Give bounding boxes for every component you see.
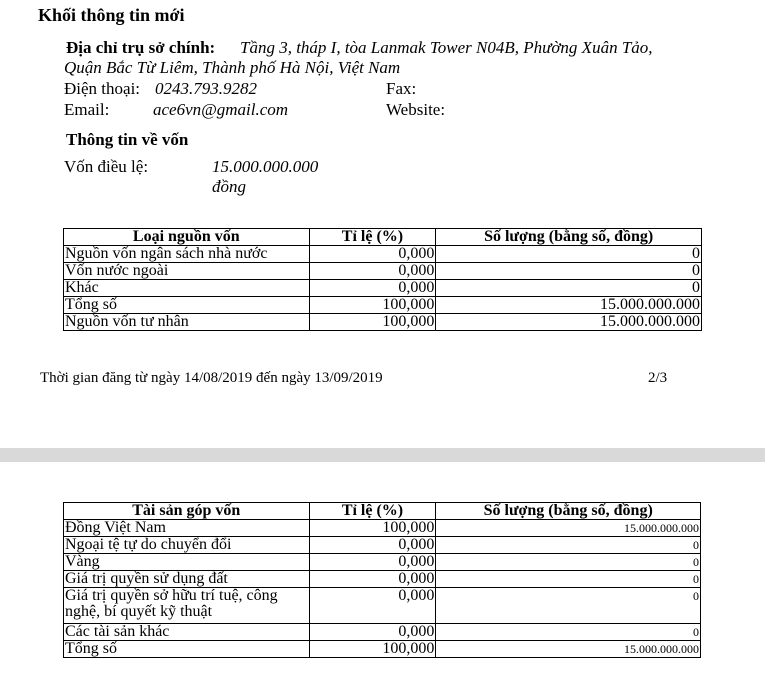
table-row (64, 537, 701, 554)
charter-capital-value: 15.000.000.000 (212, 157, 319, 176)
phone-label: Điện thoại: (64, 79, 141, 98)
asset-name: Vàng (64, 554, 310, 571)
asset-name: Các tài sản khác (64, 624, 310, 641)
asset-ratio: 100,000 (309, 520, 436, 537)
column-header: Tỉ lệ (%) (309, 503, 436, 520)
asset-ratio: 0,000 (309, 571, 436, 588)
address-line-1: Tầng 3, tháp I, tòa Lanmak Tower N04B, Phường Xuân Tảo, (240, 38, 653, 57)
source-ratio: 0,000 (309, 246, 436, 263)
column-header: Số lượng (bằng số, đồng) (436, 503, 701, 520)
source-name: Nguồn vốn ngân sách nhà nước (64, 246, 310, 263)
address-label: Địa chỉ trụ sở chính: (66, 38, 216, 57)
source-ratio: 100,000 (309, 297, 436, 314)
table-row (64, 297, 702, 314)
table-row (64, 263, 702, 280)
asset-name: Tổng số (64, 641, 310, 658)
column-header: Số lượng (bằng số, đồng) (436, 229, 702, 246)
table-row (64, 588, 701, 624)
page-number: 2/3 (648, 370, 668, 386)
table-row (64, 246, 702, 263)
section-title: Khối thông tin mới (38, 5, 185, 25)
phone-value: 0243.793.9282 (155, 79, 257, 98)
asset-name: Giá trị quyền sử dụng đất (64, 571, 310, 588)
source-amount: 0 (436, 246, 702, 263)
asset-ratio: 0,000 (309, 537, 436, 554)
page-break (0, 448, 765, 462)
table-row (64, 624, 701, 641)
asset-ratio: 0,000 (309, 554, 436, 571)
asset-name: Giá trị quyền sở hữu trí tuệ, công nghệ, bí quyết kỹ thuật (64, 588, 310, 624)
source-name: Tổng số (64, 297, 310, 314)
source-name: Nguồn vốn tư nhân (64, 314, 310, 331)
table-row (64, 571, 701, 588)
asset-ratio: 100,000 (309, 641, 436, 658)
source-name: Vốn nước ngoài (64, 263, 310, 280)
fax-label: Fax: (386, 79, 417, 98)
source-amount: 0 (436, 280, 702, 297)
website-label: Website: (386, 100, 446, 119)
address-line-2: Quận Bắc Từ Liêm, Thành phố Hà Nội, Việt Nam (64, 58, 401, 77)
column-header: Tỉ lệ (%) (309, 229, 436, 246)
table-row (64, 314, 702, 331)
table-row (64, 554, 701, 571)
table-header-row (64, 503, 701, 520)
email-label: Email: (64, 100, 110, 119)
asset-name: Đồng Việt Nam (64, 520, 310, 537)
table-header-row (64, 229, 702, 246)
email-value[interactable]: ace6vn@gmail.com (153, 100, 289, 119)
asset-amount: 15.000.000.000 (436, 641, 701, 658)
source-name: Khác (64, 280, 310, 297)
column-header: Loại nguồn vốn (64, 229, 310, 246)
asset-amount: 0 (436, 571, 701, 588)
table-row (64, 280, 702, 297)
source-ratio: 0,000 (309, 263, 436, 280)
table-row (64, 641, 701, 658)
charter-capital-label: Vốn điều lệ: (64, 157, 149, 176)
table-row (64, 520, 701, 537)
asset-amount: 0 (436, 537, 701, 554)
posting-period: Thời gian đăng từ ngày 14/08/2019 đến ngày 13/09/2019 (40, 370, 383, 386)
capital-assets-table (63, 502, 701, 658)
capital-heading: Thông tin về vốn (66, 130, 189, 149)
asset-amount: 0 (436, 588, 701, 624)
source-ratio: 0,000 (309, 280, 436, 297)
asset-ratio: 0,000 (309, 624, 436, 641)
source-amount: 15.000.000.000 (436, 297, 702, 314)
source-amount: 0 (436, 263, 702, 280)
column-header: Tài sản góp vốn (64, 503, 310, 520)
asset-amount: 0 (436, 624, 701, 641)
asset-amount: 0 (436, 554, 701, 571)
source-amount: 15.000.000.000 (436, 314, 702, 331)
asset-ratio: 0,000 (309, 588, 436, 624)
source-ratio: 100,000 (309, 314, 436, 331)
asset-name: Ngoại tệ tự do chuyển đổi (64, 537, 310, 554)
capital-sources-table (63, 228, 702, 331)
asset-amount: 15.000.000.000 (436, 520, 701, 537)
charter-capital-unit: đồng (212, 177, 246, 196)
